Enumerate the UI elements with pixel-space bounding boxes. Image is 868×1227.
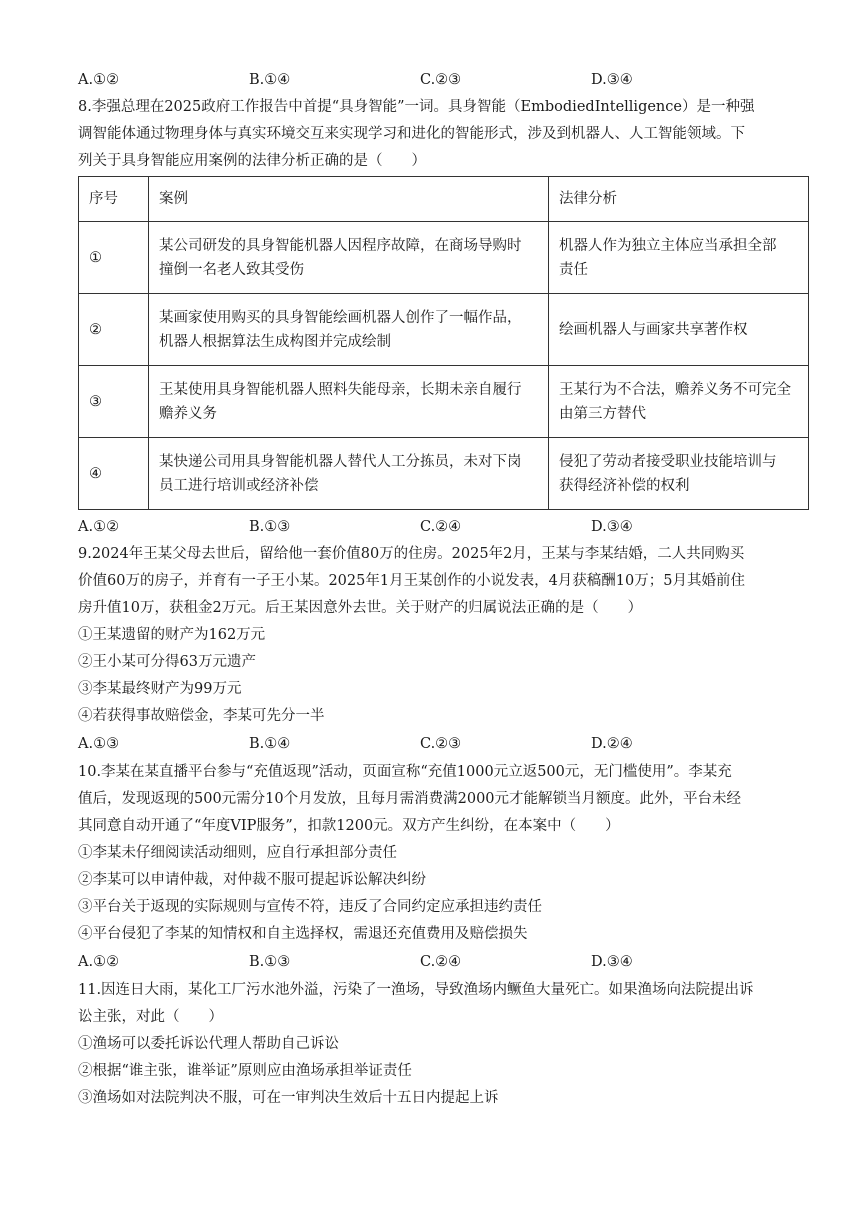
q8-stem-line-3: 列关于具身智能应用案例的法律分析正确的是（ ） (78, 153, 426, 169)
q11-stem-line-1: 11.因连日大雨，某化工厂污水池外溢，污染了一渔场，导致渔场内鳜鱼大量死亡。如果渔场向法院提出诉 (78, 982, 754, 998)
case-line: 机器人根据算法生成构图并完成绘制 (159, 333, 391, 350)
row-number: ① (79, 222, 149, 294)
case-table (78, 176, 809, 510)
q8-option-d: D.③④ (591, 519, 633, 535)
table-row (79, 294, 809, 366)
q8-option-b: B.①③ (249, 519, 291, 535)
case-line: 撞倒一名老人致其受伤 (159, 261, 304, 278)
q9-stem-line-1: 9.2024年王某父母去世后，留给他一套价值80万的住房。2025年2月，王某与李某结婚，二人共同购买 (78, 546, 745, 562)
case-line: 王某使用具身智能机器人照料失能母亲，长期未亲自履行 (159, 381, 522, 398)
q9-stem-line-2: 价值60万的房子，并育有一子王小某。2025年1月王某创作的小说发表，4月获稿酬10万；5月其婚前住 (78, 573, 745, 589)
q9-statement-3: ③李某最终财产为99万元 (78, 681, 242, 697)
row-number: ② (79, 294, 149, 366)
q11-statement-3: ③渔场如对法院判决不服，可在一审判决生效后十五日内提起上诉 (78, 1090, 499, 1106)
row-case (149, 294, 549, 366)
q8-option-c: C.②④ (420, 519, 462, 535)
q9-statement-2: ②王小某可分得63万元遗产 (78, 654, 256, 670)
q9-statement-1: ①王某遗留的财产为162万元 (78, 627, 266, 643)
row-number: ③ (79, 366, 149, 438)
analysis-line: 获得经济补偿的权利 (559, 477, 690, 494)
table-row (79, 366, 809, 438)
case-line: 某公司研发的具身智能机器人因程序故障，在商场导购时 (159, 237, 522, 254)
q8-option-a: A.①② (78, 519, 120, 535)
analysis-line: 侵犯了劳动者接受职业技能培训与 (559, 453, 777, 470)
row-analysis (549, 438, 809, 510)
row-case (149, 222, 549, 294)
case-line: 赡养义务 (159, 405, 217, 422)
q10-option-b: B.①③ (249, 954, 291, 970)
q10-statement-4: ④平台侵犯了李某的知情权和自主选择权，需退还充值费用及赔偿损失 (78, 926, 528, 942)
q9-option-c: C.②③ (420, 736, 462, 752)
q10-statement-3: ③平台关于返现的实际规则与宣传不符，违反了合同约定应承担违约责任 (78, 899, 542, 915)
header-number: 序号 (79, 177, 149, 222)
row-case (149, 438, 549, 510)
q9-option-d: D.②④ (591, 736, 633, 752)
q10-statement-2: ②李某可以申请仲裁，对仲裁不服可提起诉讼解决纠纷 (78, 872, 426, 888)
q9-option-a: A.①③ (78, 736, 120, 752)
table-row (79, 438, 809, 510)
q8-stem-line-2: 调智能体通过物理身体与真实环境交互来实现学习和进化的智能形式，涉及到机器人、人工智能领域。下 (78, 126, 745, 142)
analysis-line: 王某行为不合法，赡养义务不可完全 (559, 381, 791, 398)
q10-stem-line-1: 10.李某在某直播平台参与“充值返现”活动，页面宣称“充值1000元立返500元，无门槛使用”。李某充 (78, 764, 732, 780)
q11-stem-line-2: 讼主张，对此（ ） (78, 1009, 223, 1025)
q10-stem-line-3: 其同意自动开通了“年度VIP服务”，扣款1200元。双方产生纠纷，在本案中（ ） (78, 818, 620, 834)
q10-stem-line-2: 值后，发现返现的500元需分10个月发放，且每月需消费满2000元才能解锁当月额度。此外，平台未经 (78, 791, 742, 807)
q10-statement-1: ①李某未仔细阅读活动细则，应自行承担部分责任 (78, 845, 397, 861)
q10-option-a: A.①② (78, 954, 120, 970)
q10-option-d: D.③④ (591, 954, 633, 970)
case-line: 某快递公司用具身智能机器人替代人工分拣员，未对下岗 (159, 453, 522, 470)
analysis-line: 机器人作为独立主体应当承担全部 (559, 237, 777, 254)
row-analysis (549, 294, 809, 366)
analysis-line: 责任 (559, 261, 588, 278)
q7-option-b: B.①④ (249, 72, 291, 88)
row-case (149, 366, 549, 438)
case-line: 员工进行培训或经济补偿 (159, 477, 319, 494)
q9-stem-line-3: 房升值10万，获租金2万元。后王某因意外去世。关于财产的归属说法正确的是（ ） (78, 600, 643, 616)
q10-options (78, 952, 778, 972)
q11-statement-2: ②根据“谁主张，谁举证”原则应由渔场承担举证责任 (78, 1063, 412, 1079)
table-header-row (79, 177, 809, 222)
row-analysis (549, 222, 809, 294)
row-number: ④ (79, 438, 149, 510)
row-analysis (549, 366, 809, 438)
q7-option-a: A.①② (78, 72, 120, 88)
analysis-line: 由第三方替代 (559, 405, 646, 422)
q9-statement-4: ④若获得事故赔偿金，李某可先分一半 (78, 708, 325, 724)
table-row (79, 222, 809, 294)
header-analysis: 法律分析 (549, 177, 809, 222)
q8-stem-line-1: 8.李强总理在2025政府工作报告中首提“具身智能”一词。具身智能（EmbodiedIntelligence）是一种强 (78, 99, 755, 115)
q7-option-d: D.③④ (591, 72, 633, 88)
case-line: 某画家使用购买的具身智能绘画机器人创作了一幅作品， (159, 309, 522, 326)
q10-option-c: C.②④ (420, 954, 462, 970)
q11-statement-1: ①渔场可以委托诉讼代理人帮助自己诉讼 (78, 1036, 339, 1052)
q9-option-b: B.①④ (249, 736, 291, 752)
q7-option-c: C.②③ (420, 72, 462, 88)
header-case: 案例 (149, 177, 549, 222)
q8-options (78, 517, 778, 537)
analysis-line: 绘画机器人与画家共享著作权 (559, 321, 748, 338)
q7-options (78, 70, 778, 90)
q9-options (78, 734, 778, 754)
